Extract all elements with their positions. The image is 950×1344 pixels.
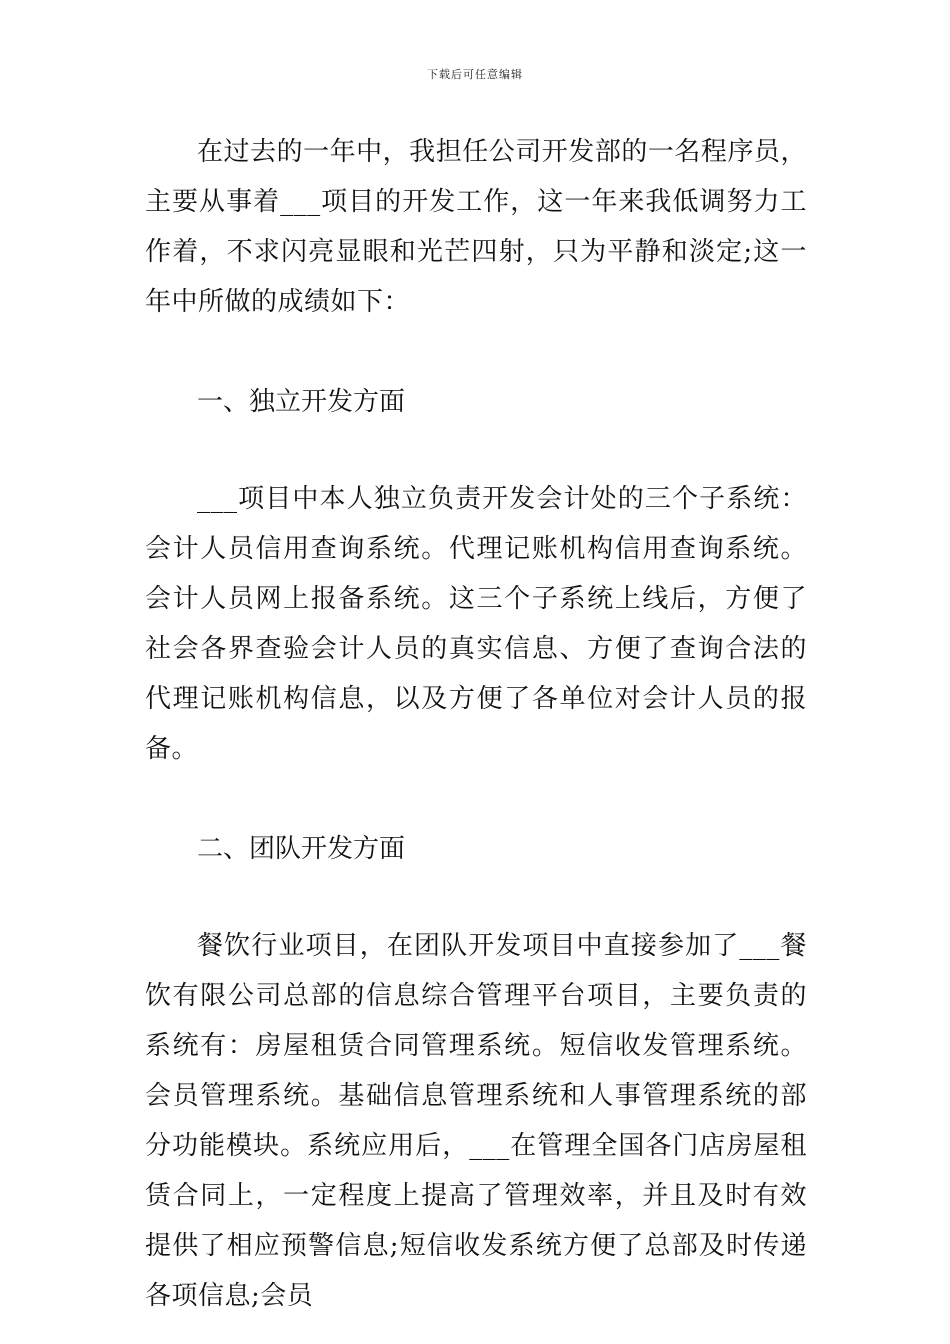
section2-paragraph: 餐饮行业项目，在团队开发项目中直接参加了___餐饮有限公司总部的信息综合管理平台项目，主要负责的系统有：房屋租赁合同管理系统。短信收发管理系统。会员管理系统。基础信息管理系统和人事管理系统的部分功能模块。系统应用后，___在管理全国各门店房屋租赁合同上，一定程度上提高了管理效率，并且及时有效提供了相应预警信息;短信收发系统方便了总部及时传递各项信息;会员 (145, 931, 807, 1311)
spacer (145, 774, 807, 824)
spacer (145, 874, 807, 921)
spacer (145, 427, 807, 474)
section1-paragraph: ___项目中本人独立负责开发会计处的三个子系统：会计人员信用查询系统。代理记账机构信用查询系统。会计人员网上报备系统。这三个子系统上线后，方便了社会各界查验会计人员的真实信息、方便了查询合法的代理记账机构信息，以及方便了各单位对会计人员的报备。 (145, 484, 807, 764)
header-note: 下载后可任意编辑 (427, 68, 523, 81)
spacer (145, 327, 807, 377)
section2-heading: 二、团队开发方面 (197, 834, 406, 864)
intro-paragraph: 在过去的一年中，我担任公司开发部的一名程序员，主要从事着___项目的开发工作，这一年来我低调努力工作着，不求闪亮显眼和光芒四射，只为平静和淡定;这一年中所做的成绩如下： (145, 137, 807, 317)
section1-heading: 一、独立开发方面 (197, 387, 406, 417)
document-body (145, 127, 807, 1321)
